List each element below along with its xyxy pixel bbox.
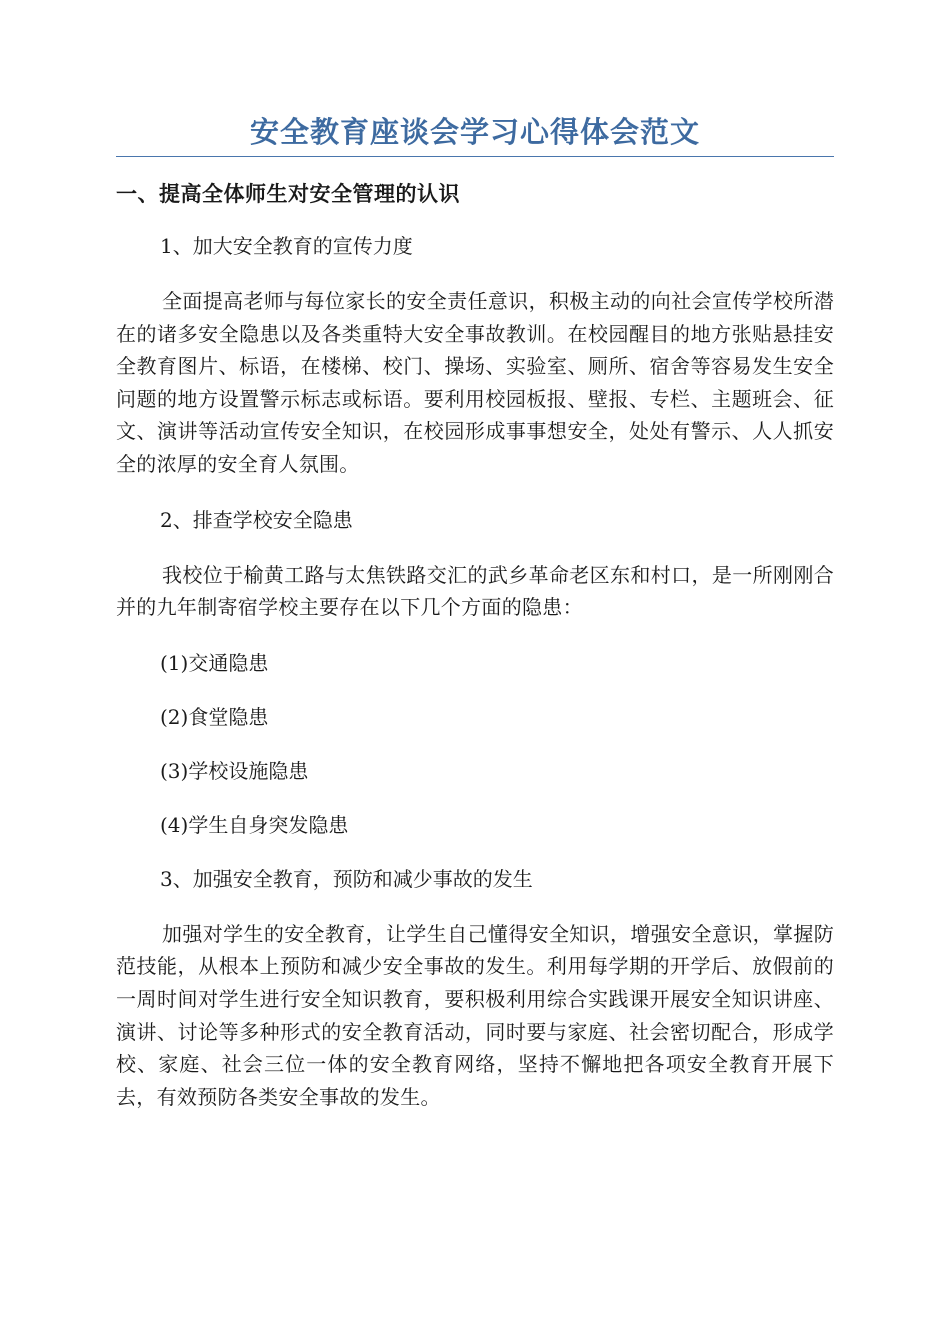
section-heading-1: 一、提高全体师生对安全管理的认识 xyxy=(116,182,460,206)
title-divider xyxy=(116,156,834,157)
list-item: (4)学生自身突发隐患 xyxy=(160,812,349,837)
paragraph-2: 我校位于榆黄工路与太焦铁路交汇的武乡革命老区东和村口，是一所刚刚合并的九年制寄宿学校主要存在以下几个方面的隐患： xyxy=(116,562,834,620)
subheading-2: 2、排查学校安全隐患 xyxy=(160,507,353,532)
document-page xyxy=(116,112,834,1137)
list-item: (3)学校设施隐患 xyxy=(160,758,309,783)
paragraph-1: 全面提高老师与每位家长的安全责任意识，积极主动的向社会宣传学校所潜在的诸多安全隐患以及各类重特大安全事故教训。在校园醒目的地方张贴悬挂安全教育图片、标语，在楼梯、校门、操场、实验室、厕所、宿舍等容易发生安全问题的地方设置警示标志或标语。要利用校园板报、壁报、专栏、主题班会、征文、演讲等活动宣传安全知识，在校园形成事事想安全，处处有警示、人人抓安全的浓厚的安全育人氛围。 xyxy=(116,289,834,476)
subheading-3: 3、加强安全教育，预防和减少事故的发生 xyxy=(160,866,533,891)
list-item: (2)食堂隐患 xyxy=(160,704,269,729)
subheading-1: 1、加大安全教育的宣传力度 xyxy=(160,234,413,258)
document-title: 安全教育座谈会学习心得体会范文 xyxy=(249,115,700,149)
list-item: (1)交通隐患 xyxy=(160,650,269,675)
paragraph-3: 加强对学生的安全教育，让学生自己懂得安全知识，增强安全意识，掌握防范技能，从根本上预防和减少安全事故的发生。利用每学期的开学后、放假前的一周时间对学生进行安全知识教育，要积极利用综合实践课开展安全知识讲座、演讲、讨论等多种形式的安全教育活动，同时要与家庭、社会密切配合，形成学校、家庭、社会三位一体的安全教育网络，坚持不懈地把各项安全教育开展下去，有效预防各类安全事故的发生。 xyxy=(116,921,834,1109)
